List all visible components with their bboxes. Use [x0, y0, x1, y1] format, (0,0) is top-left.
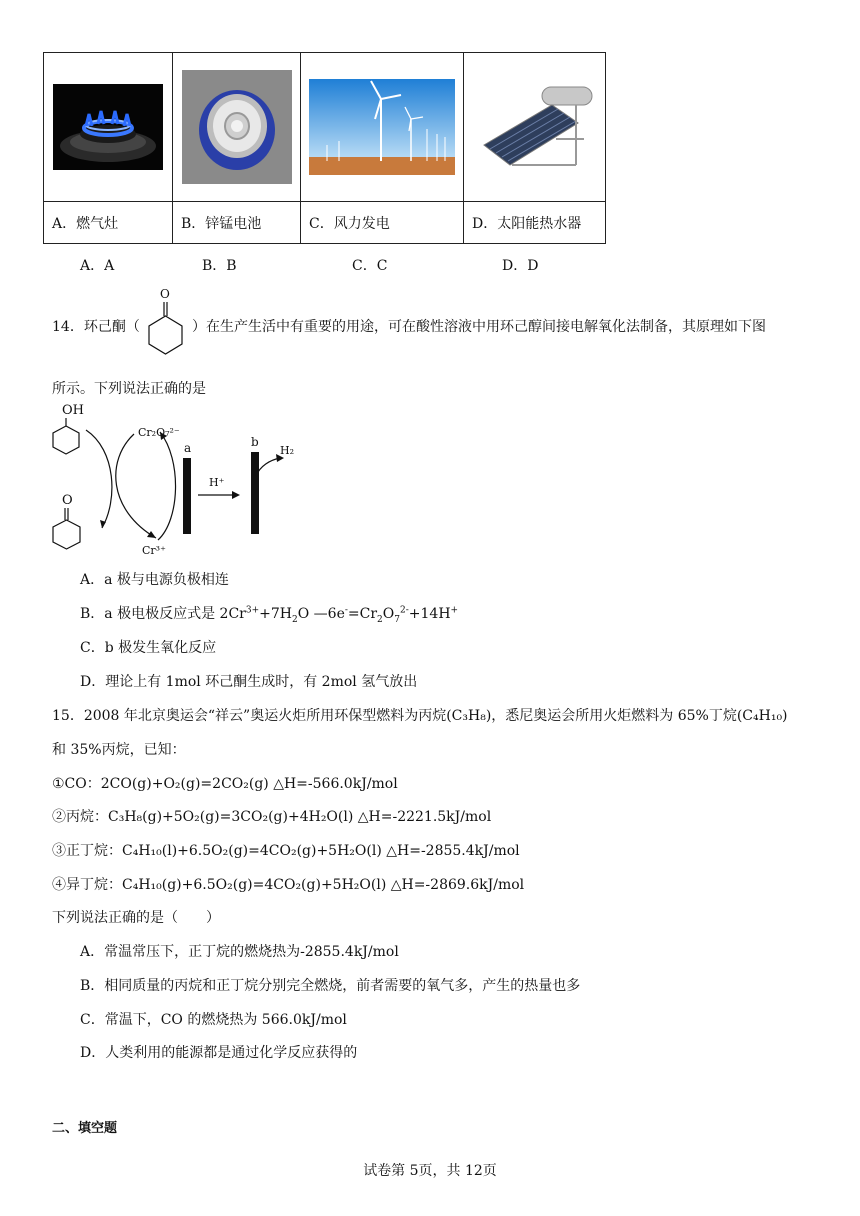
- gas-stove-image: [53, 84, 163, 170]
- q15-equation-4: ④异丁烷：C₄H₁₀(g)+6.5O₂(g)=4CO₂(g)+5H₂O(l) △H=-2869.6kJ/mol: [52, 877, 525, 893]
- electrode-b: [251, 452, 259, 534]
- q13-cell-c: [301, 53, 464, 202]
- q13-cell-d: [464, 53, 606, 202]
- h2-label: H₂: [280, 444, 295, 457]
- q15-option-c[interactable]: C．常温下，CO 的燃烧热为 566.0kJ/mol: [80, 1012, 347, 1028]
- electrolysis-diagram: [46, 400, 306, 560]
- q15-option-d[interactable]: D．人类利用的能源都是通过化学反应获得的: [80, 1045, 358, 1061]
- q15-equation-3: ③正丁烷：C₄H₁₀(l)+6.5O₂(g)=4CO₂(g)+5H₂O(l) △H=-2855.4kJ/mol: [52, 843, 520, 859]
- cr3-label: Cr³⁺: [142, 544, 166, 557]
- h-plus-label: H⁺: [209, 476, 225, 489]
- electrode-a: [183, 458, 191, 534]
- q14-stem-line2: 所示。下列说法正确的是: [52, 381, 206, 397]
- q14-stem-start: 14．环己酮（: [52, 319, 140, 335]
- q13-answer-b[interactable]: B．B: [202, 258, 237, 274]
- wind-turbine-image: [309, 79, 455, 175]
- oh-label: OH: [62, 403, 84, 418]
- cyclohexanone-structure-icon: [136, 286, 192, 358]
- solar-water-heater-image: [472, 79, 598, 175]
- q13-table: [43, 52, 606, 244]
- q14-stem-end: ）在生产生活中有重要的用途，可在酸性溶液中用环己醇间接电解氧化法制备，其原理如下图: [192, 319, 766, 335]
- q15-stem-line1: 15．2008 年北京奥运会“祥云”奥运火炬所用环保型燃料为丙烷(C₃H₈)，悉尼奥运会所用火炬燃料为 65%丁烷(C₄H₁₀): [52, 708, 788, 724]
- q13-cell-a: [44, 53, 173, 202]
- q15-equation-2: ②丙烷：C₃H₈(g)+5O₂(g)=3CO₂(g)+4H₂O(l) △H=-2221.5kJ/mol: [52, 809, 492, 825]
- q14-option-d[interactable]: D．理论上有 1mol 环己酮生成时，有 2mol 氢气放出: [80, 674, 418, 690]
- cr2o7-label: Cr₂O₇²⁻: [138, 426, 180, 439]
- q15-stem-line2: 和 35%丙烷，已知：: [52, 742, 186, 758]
- q13-answer-a[interactable]: A．A: [80, 258, 115, 274]
- q13-answer-d[interactable]: D．D: [502, 258, 539, 274]
- q14-option-c[interactable]: C．b 极发生氧化反应: [80, 640, 217, 656]
- electrode-a-label: a: [184, 441, 192, 455]
- q13-label-b: B．锌锰电池: [173, 202, 301, 244]
- electrode-b-label: b: [251, 435, 259, 449]
- page-footer: 试卷第 5页，共 12页: [363, 1163, 497, 1179]
- q13-label-a: A．燃气灶: [44, 202, 173, 244]
- q15-option-a[interactable]: A．常温常压下，正丁烷的燃烧热为-2855.4kJ/mol: [80, 944, 399, 960]
- q13-answer-c[interactable]: C．C: [352, 258, 388, 274]
- section-heading: 二、填空题: [52, 1121, 118, 1136]
- svg-text:O: O: [160, 287, 170, 301]
- battery-image: [182, 70, 292, 184]
- q15-option-b[interactable]: B．相同质量的丙烷和正丁烷分别完全燃烧，前者需要的氧气多，产生的热量也多: [80, 978, 581, 994]
- q14-option-b[interactable]: B．a 极电极反应式是 $2Cr^{3+}+7H_2O$ $—6e^-=Cr_2O_7^{2-}+14H^+$: [80, 605, 459, 625]
- o-label: O: [62, 493, 73, 508]
- q15-equation-1: ①CO：2CO(g)+O₂(g)=2CO₂(g) △H=-566.0kJ/mol: [52, 776, 398, 792]
- q15-prompt: 下列说法正确的是（ ）: [52, 910, 220, 926]
- q13-label-d: D．太阳能热水器: [464, 202, 606, 244]
- q13-label-c: C．风力发电: [301, 202, 464, 244]
- q14-option-a[interactable]: A．a 极与电源负极相连: [80, 572, 229, 588]
- q13-cell-b: [173, 53, 301, 202]
